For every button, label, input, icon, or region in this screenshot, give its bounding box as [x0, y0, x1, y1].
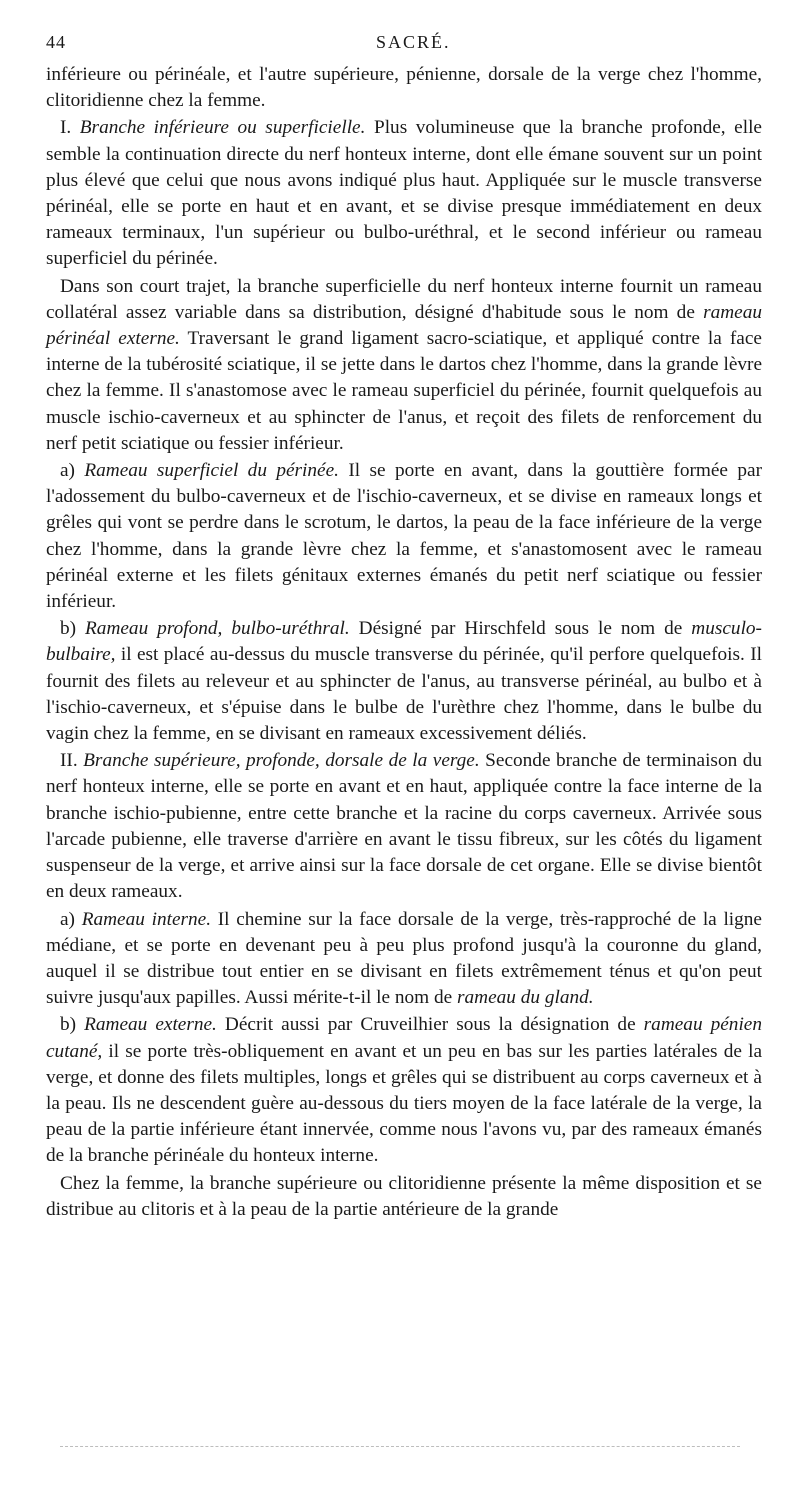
- italic-run: rameau périnéal externe.: [46, 301, 762, 350]
- text-run: Désigné par Hirschfeld sous le nom de: [349, 618, 692, 640]
- text-run: Traversant le grand ligament sacro-sciatique, et appliqué contre la face interne de la tubérosité sciatique, il se jette dans le dartos chez l'homme, dans la grande lèvre chez la femme. Il s'anastomose avec le rameau superficiel du périnée, fournit quelquefois au muscle ischio-caverneux et au sphincter de l'anus, et reçoit des filets de renforcement du nerf petit sciatique ou fessier inférieur.: [46, 328, 762, 454]
- page-header: [46, 28, 762, 62]
- document-page: [46, 28, 762, 1224]
- text-run: Il chemine sur la face dorsale de la verge, très-rapproché de la ligne médiane, et se porte en devenant peu à peu plus profond jusqu'à la couronne du gland, auquel il se distribue tout entier en se divisant en filets extrêmement ténus et qu'on peut suivre jusqu'aux papilles. Aussi mérite-t-il le nom de: [46, 908, 762, 1009]
- italic-run: rameau du gland.: [457, 987, 594, 1009]
- paragraph-rameau-interne: [46, 907, 762, 1012]
- text-run: Décrit aussi par Cruveilhier sous la désignation de: [216, 1014, 644, 1036]
- text-run: II.: [60, 750, 84, 772]
- text-run: b): [60, 1014, 85, 1036]
- italic-run: Rameau interne.: [81, 908, 212, 930]
- text-run: il se porte très-obliquement en avant et un peu en bas sur les parties latérales de la verge, et donne des filets multiples, longs et grêles qui se distribuent au corps caverneux et à la peau. Ils ne descendent guère au-dessous du tiers moyen de la face latérale de la verge, la peau de la partie inférieure étant innervée, comme nous l'avons vu, par des rameaux émanés de la branche périnéale du honteux interne.: [46, 1040, 762, 1167]
- italic-run: Rameau superficiel du périnée.: [84, 460, 339, 482]
- paragraph-rameau-profond: [46, 616, 762, 747]
- text-run: inférieure ou périnéale, et l'autre supérieure, pénienne, dorsale de la verge chez l'homme, clitoridienne chez la femme.: [46, 64, 762, 112]
- text-run: I.: [60, 117, 80, 139]
- italic-run: rameau pénien cutané,: [46, 1014, 763, 1062]
- paragraph-branche-inferieure: [46, 115, 762, 272]
- paragraph-chez-la-femme: [46, 1171, 762, 1223]
- paragraph-rameau-externe: [46, 1012, 762, 1169]
- italic-run: Rameau externe.: [84, 1014, 217, 1036]
- text-run: a): [60, 908, 82, 930]
- text-run: Dans son court trajet, la branche superficielle du nerf honteux interne fournit un rameau collatéral assez variable dans sa distribution, désigné d'habitude sous le nom de: [46, 275, 762, 323]
- paragraph-branche-superieure: [46, 748, 762, 905]
- italic-run: musculo-bulbaire,: [46, 618, 762, 666]
- italic-run: Branche supérieure, profonde, dorsale de la verge.: [83, 750, 480, 772]
- text-run: Seconde branche de terminaison du nerf honteux interne, elle se porte en avant et en haut, appliquée contre la face interne de la branche ischio-pubienne, entre cette branche et la racine du corps caverneux. Arrivée sous l'arcade pubienne, elle traverse d'arrière en avant le tissu fibreux, sur les côtés du ligament suspenseur de la verge, et arrive ainsi sur la face dorsale de cet organe. Elle se divise bientôt en deux rameaux.: [46, 750, 762, 903]
- text-run: Chez la femme, la branche supérieure ou clitoridienne présente la même disposition et se distribue au clitoris et à la peau de la partie antérieure de la grande: [46, 1172, 762, 1220]
- italic-run: Rameau profond, bulbo-uréthral.: [85, 618, 350, 640]
- text-run: il est placé au-dessus du muscle transverse du périnée, qu'il perfore quelquefois. Il fournit des filets au releveur et au sphincter de l'anus, au transverse périnéal, au bulbo et à l'ischio-caverneux, et s'épuise dans le bulbe de l'urèthre chez l'homme, dans le bulbe du vagin chez la femme, en se divisant en rameaux excessivement déliés.: [46, 644, 762, 745]
- footer-divider: [60, 1446, 740, 1447]
- italic-run: Branche inférieure ou superficielle.: [79, 117, 366, 139]
- text-run: a): [60, 460, 85, 482]
- page-number: 44: [46, 32, 66, 52]
- paragraph-rameau-superficiel: [46, 458, 762, 615]
- paragraph-continuation: [46, 62, 762, 114]
- text-run: Il se porte en avant, dans la gouttière formée par l'adossement du bulbo-caverneux et de l'ischio-caverneux, et se divise en rameaux longs et grêles qui vont se perdre dans le scrotum, le dartos, la peau de la face inférieure de la verge chez l'homme, dans la grande lèvre chez la femme, et s'anastomosent avec le rameau périnéal externe et les filets génitaux externes émanés du petit nerf sciatique ou fessier inférieur.: [46, 460, 762, 613]
- body-text: [46, 62, 762, 1223]
- text-run: Plus volumineuse que la branche profonde, elle semble la continuation directe du nerf honteux interne, dont elle émane souvent sur un point plus élevé que celui que nous avons indiqué plus haut. Appliquée sur le muscle transverse périnéal, elle se porte en haut et en avant, et se divise presque immédiatement en deux rameaux terminaux, l'un supérieur ou bulbo-uréthral, et le second inférieur ou rameau superficiel du périnée.: [46, 117, 762, 270]
- paragraph-court-trajet: [46, 274, 762, 457]
- running-title: SACRÉ.: [376, 32, 451, 52]
- text-run: b): [60, 618, 86, 640]
